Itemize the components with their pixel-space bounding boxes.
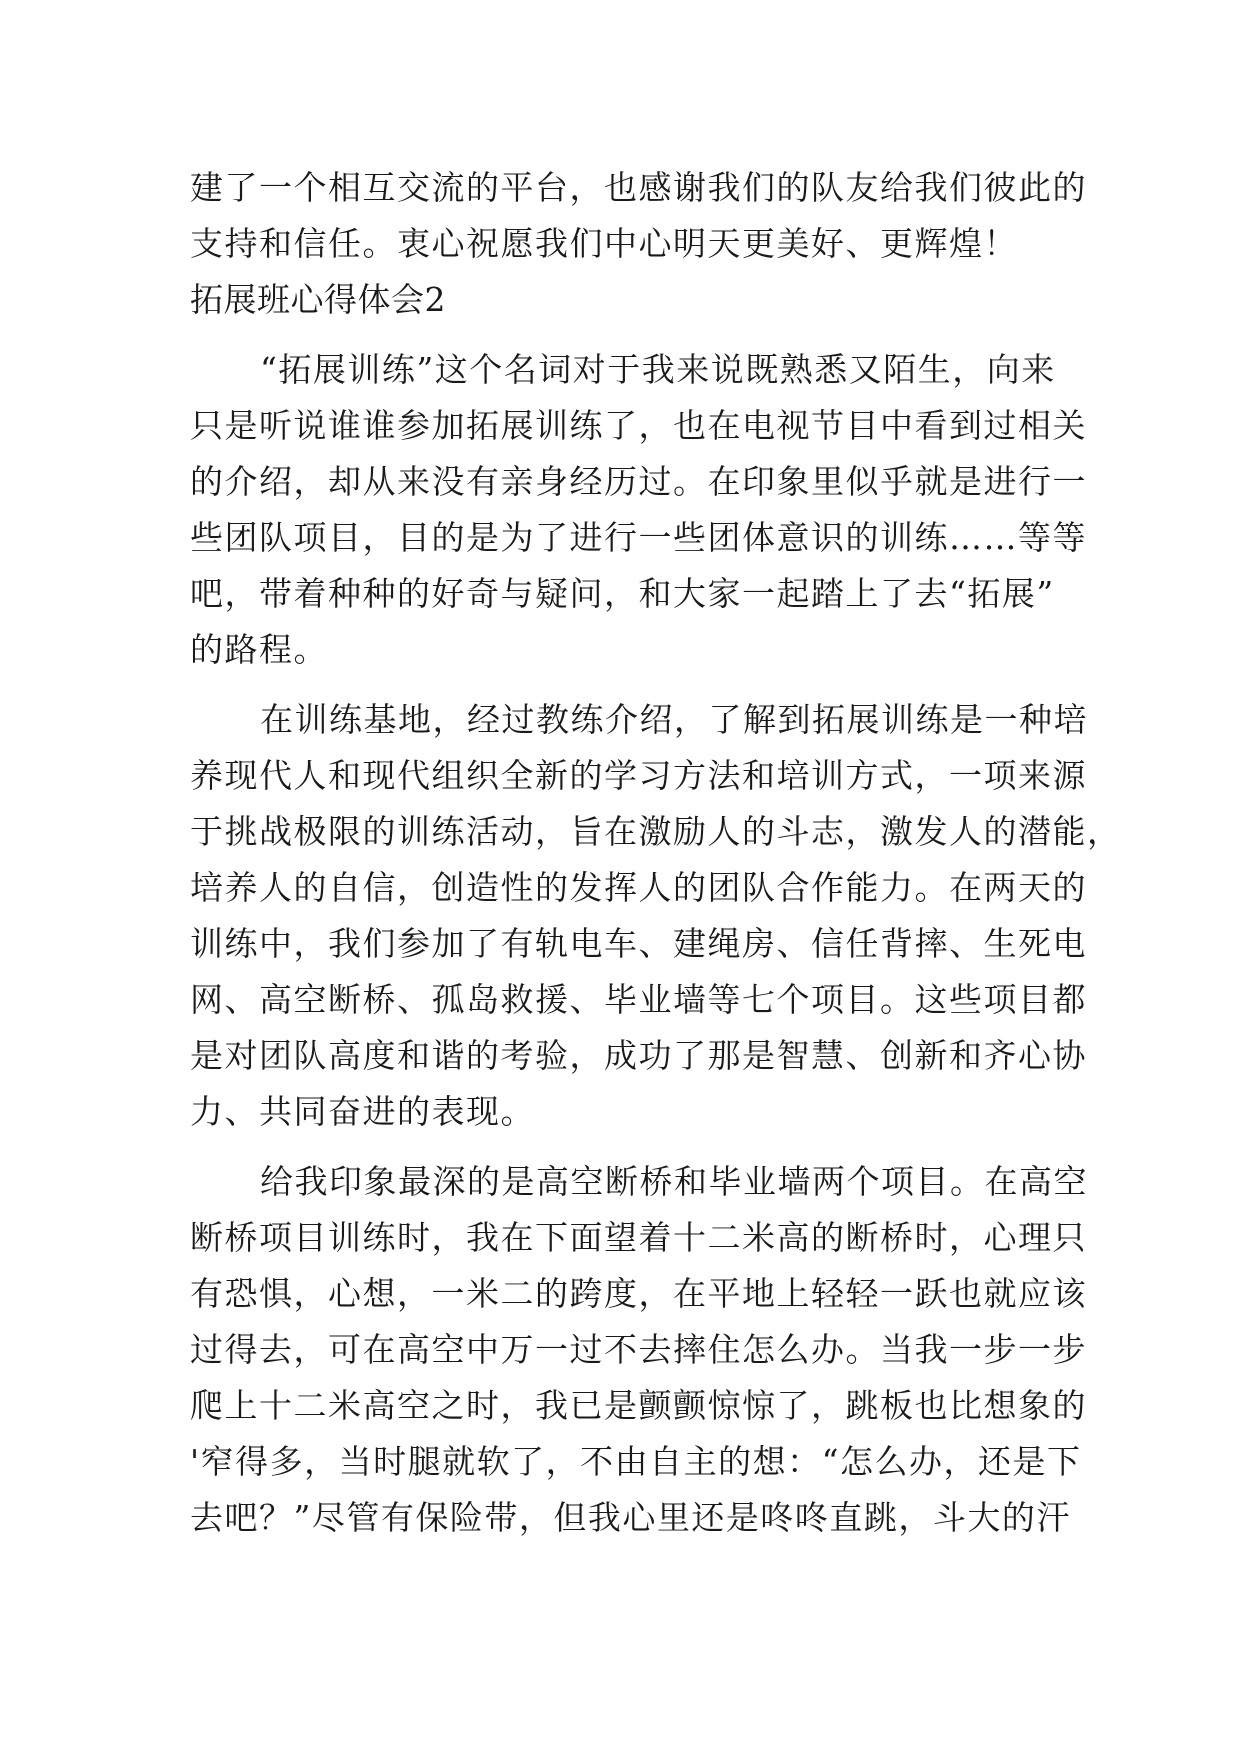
text-line: 网、高空断桥、孤岛救援、毕业墙等七个项目。这些项目都 bbox=[190, 980, 1087, 1019]
text-line: '窄得多，当时腿就软了，不由自主的想：“怎么办，还是下 bbox=[190, 1442, 1082, 1481]
text-line: 建了一个相互交流的平台，也感谢我们的队友给我们彼此的 bbox=[190, 168, 1087, 207]
text-line: 是对团队高度和谐的考验，成功了那是智慧、创新和齐心协 bbox=[190, 1036, 1087, 1075]
text-line: 训练中，我们参加了有轨电车、建绳房、信任背摔、生死电 bbox=[190, 924, 1087, 963]
text-line: 养现代人和现代组织全新的学习方法和培训方式，一项来源 bbox=[190, 756, 1087, 795]
text-line: 断桥项目训练时，我在下面望着十二米高的断桥时，心理只 bbox=[190, 1218, 1087, 1257]
document-body bbox=[190, 160, 1122, 1546]
text-line: 的路程。 bbox=[190, 630, 328, 669]
text-line: 吧，带着种种的好奇与疑问，和大家一起踏上了去“拓展” bbox=[190, 574, 1055, 613]
text-line: 去吧？”尽管有保险带，但我心里还是咚咚直跳，斗大的汗 bbox=[190, 1498, 1071, 1537]
text-line: 过得去，可在高空中万一过不去摔住怎么办。当我一步一步 bbox=[190, 1330, 1087, 1369]
text-line: 些团队项目，目的是为了进行一些团体意识的训练……等等 bbox=[190, 518, 1087, 557]
text-line: 只是听说谁谁参加拓展训练了，也在电视节目中看到过相关 bbox=[190, 406, 1087, 445]
section-heading: 拓展班心得体会2 bbox=[190, 280, 446, 319]
text-line: 于挑战极限的训练活动，旨在激励人的斗志，激发人的潜能， bbox=[190, 812, 1122, 851]
text-line: 支持和信任。衷心祝愿我们中心明天更美好、更辉煌！ bbox=[190, 224, 1018, 263]
paragraph-first-line: 在训练基地，经过教练介绍，了解到拓展训练是一种培 bbox=[260, 700, 1088, 739]
text-line: 培养人的自信，创造性的发挥人的团队合作能力。在两天的 bbox=[190, 868, 1087, 907]
text-line: 力、共同奋进的表现。 bbox=[190, 1092, 535, 1131]
paragraph-first-line: “拓展训练”这个名词对于我来说既熟悉又陌生，向来 bbox=[260, 350, 1056, 389]
text-line: 的介绍，却从来没有亲身经历过。在印象里似乎就是进行一 bbox=[190, 462, 1087, 501]
text-line: 爬上十二米高空之时，我已是颤颤惊惊了，跳板也比想象的 bbox=[190, 1386, 1087, 1425]
paragraph-first-line: 给我印象最深的是高空断桥和毕业墙两个项目。在高空 bbox=[260, 1162, 1088, 1201]
text-line: 有恐惧，心想，一米二的跨度，在平地上轻轻一跃也就应该 bbox=[190, 1274, 1087, 1313]
